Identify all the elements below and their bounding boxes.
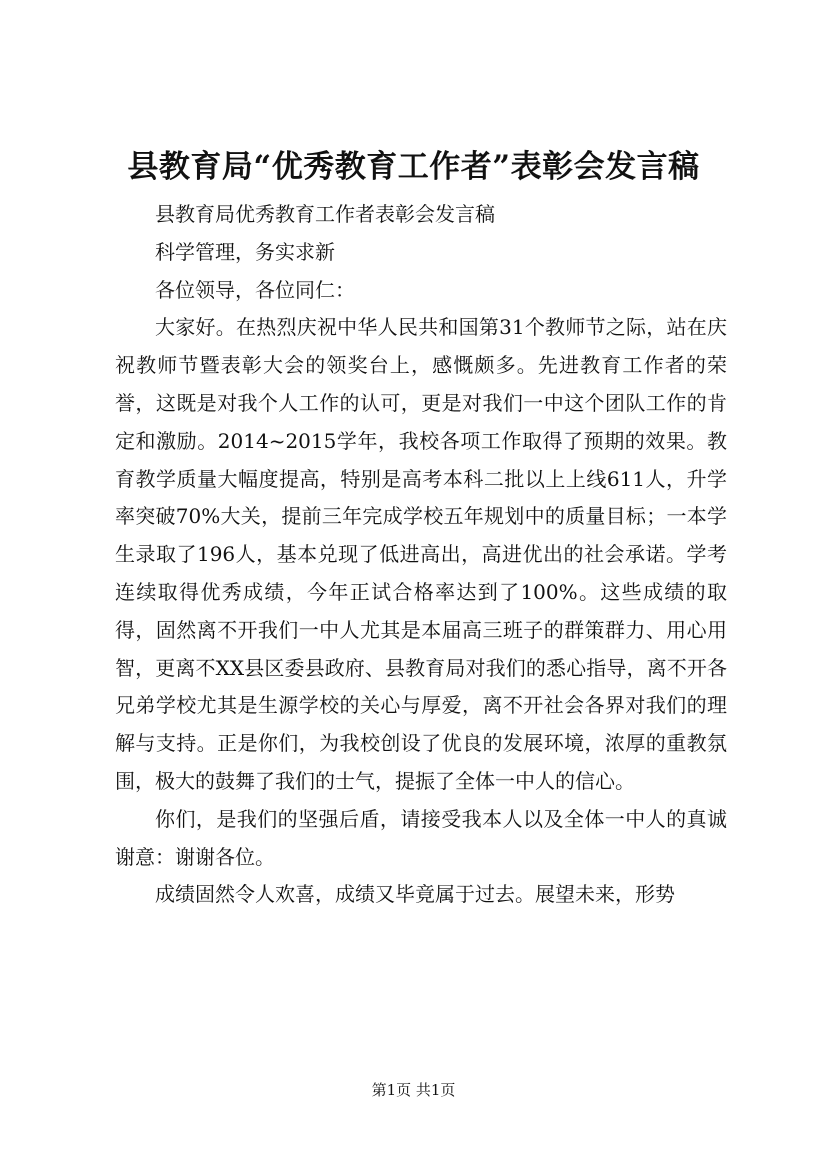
document-title: 县教育局“优秀教育工作者”表彰会发言稿 (127, 149, 700, 185)
paragraph-subtitle: 县教育局优秀教育工作者表彰会发言稿 (155, 202, 495, 226)
page-footer: 第1页 共1页 (371, 1081, 456, 1099)
document-body (115, 196, 727, 914)
paragraph-thanks: 你们，是我们的坚强后盾，请接受我本人以及全体一中人的真诚谢意：谢谢各位。 (115, 806, 727, 869)
paragraph-main: 大家好。在热烈庆祝中华人民共和国第31个教师节之际，站在庆祝教师节暨表彰大会的领奖台上，感慨颇多。先进教育工作者的荣誉，这既是对我个人工作的认可，更是对我们一中这个团队工作的肯定和激励。2014~2015学年，我校各项工作取得了预期的效果。教育教学质量大幅度提高，特别是高考本科二批以上上线611人，升学率突破70%大关，提前三年完成学校五年规划中的质量目标；一本学生录取了196人，基本兑现了低进高出，高进优出的社会承诺。学考连续取得优秀成绩，今年正试合格率达到了100%。这些成绩的取得，固然离不开我们一中人尤其是本届高三班子的群策群力、用心用智，更离不XX县区委县政府、县教育局对我们的悉心指导，离不开各兄弟学校尤其是生源学校的关心与厚爱，离不开社会各界对我们的理解与支持。正是你们，为我校创设了优良的发展环境，浓厚的重教氛围，极大的鼓舞了我们的士气，提振了全体一中人的信心。 (115, 315, 727, 793)
paragraph-theme: 科学管理，务实求新 (155, 239, 335, 264)
paragraph-salutation: 各位领导，各位同仁： (155, 277, 355, 302)
paragraph-outlook: 成绩固然令人欢喜，成绩又毕竟属于过去。展望未来，形势 (155, 882, 675, 907)
